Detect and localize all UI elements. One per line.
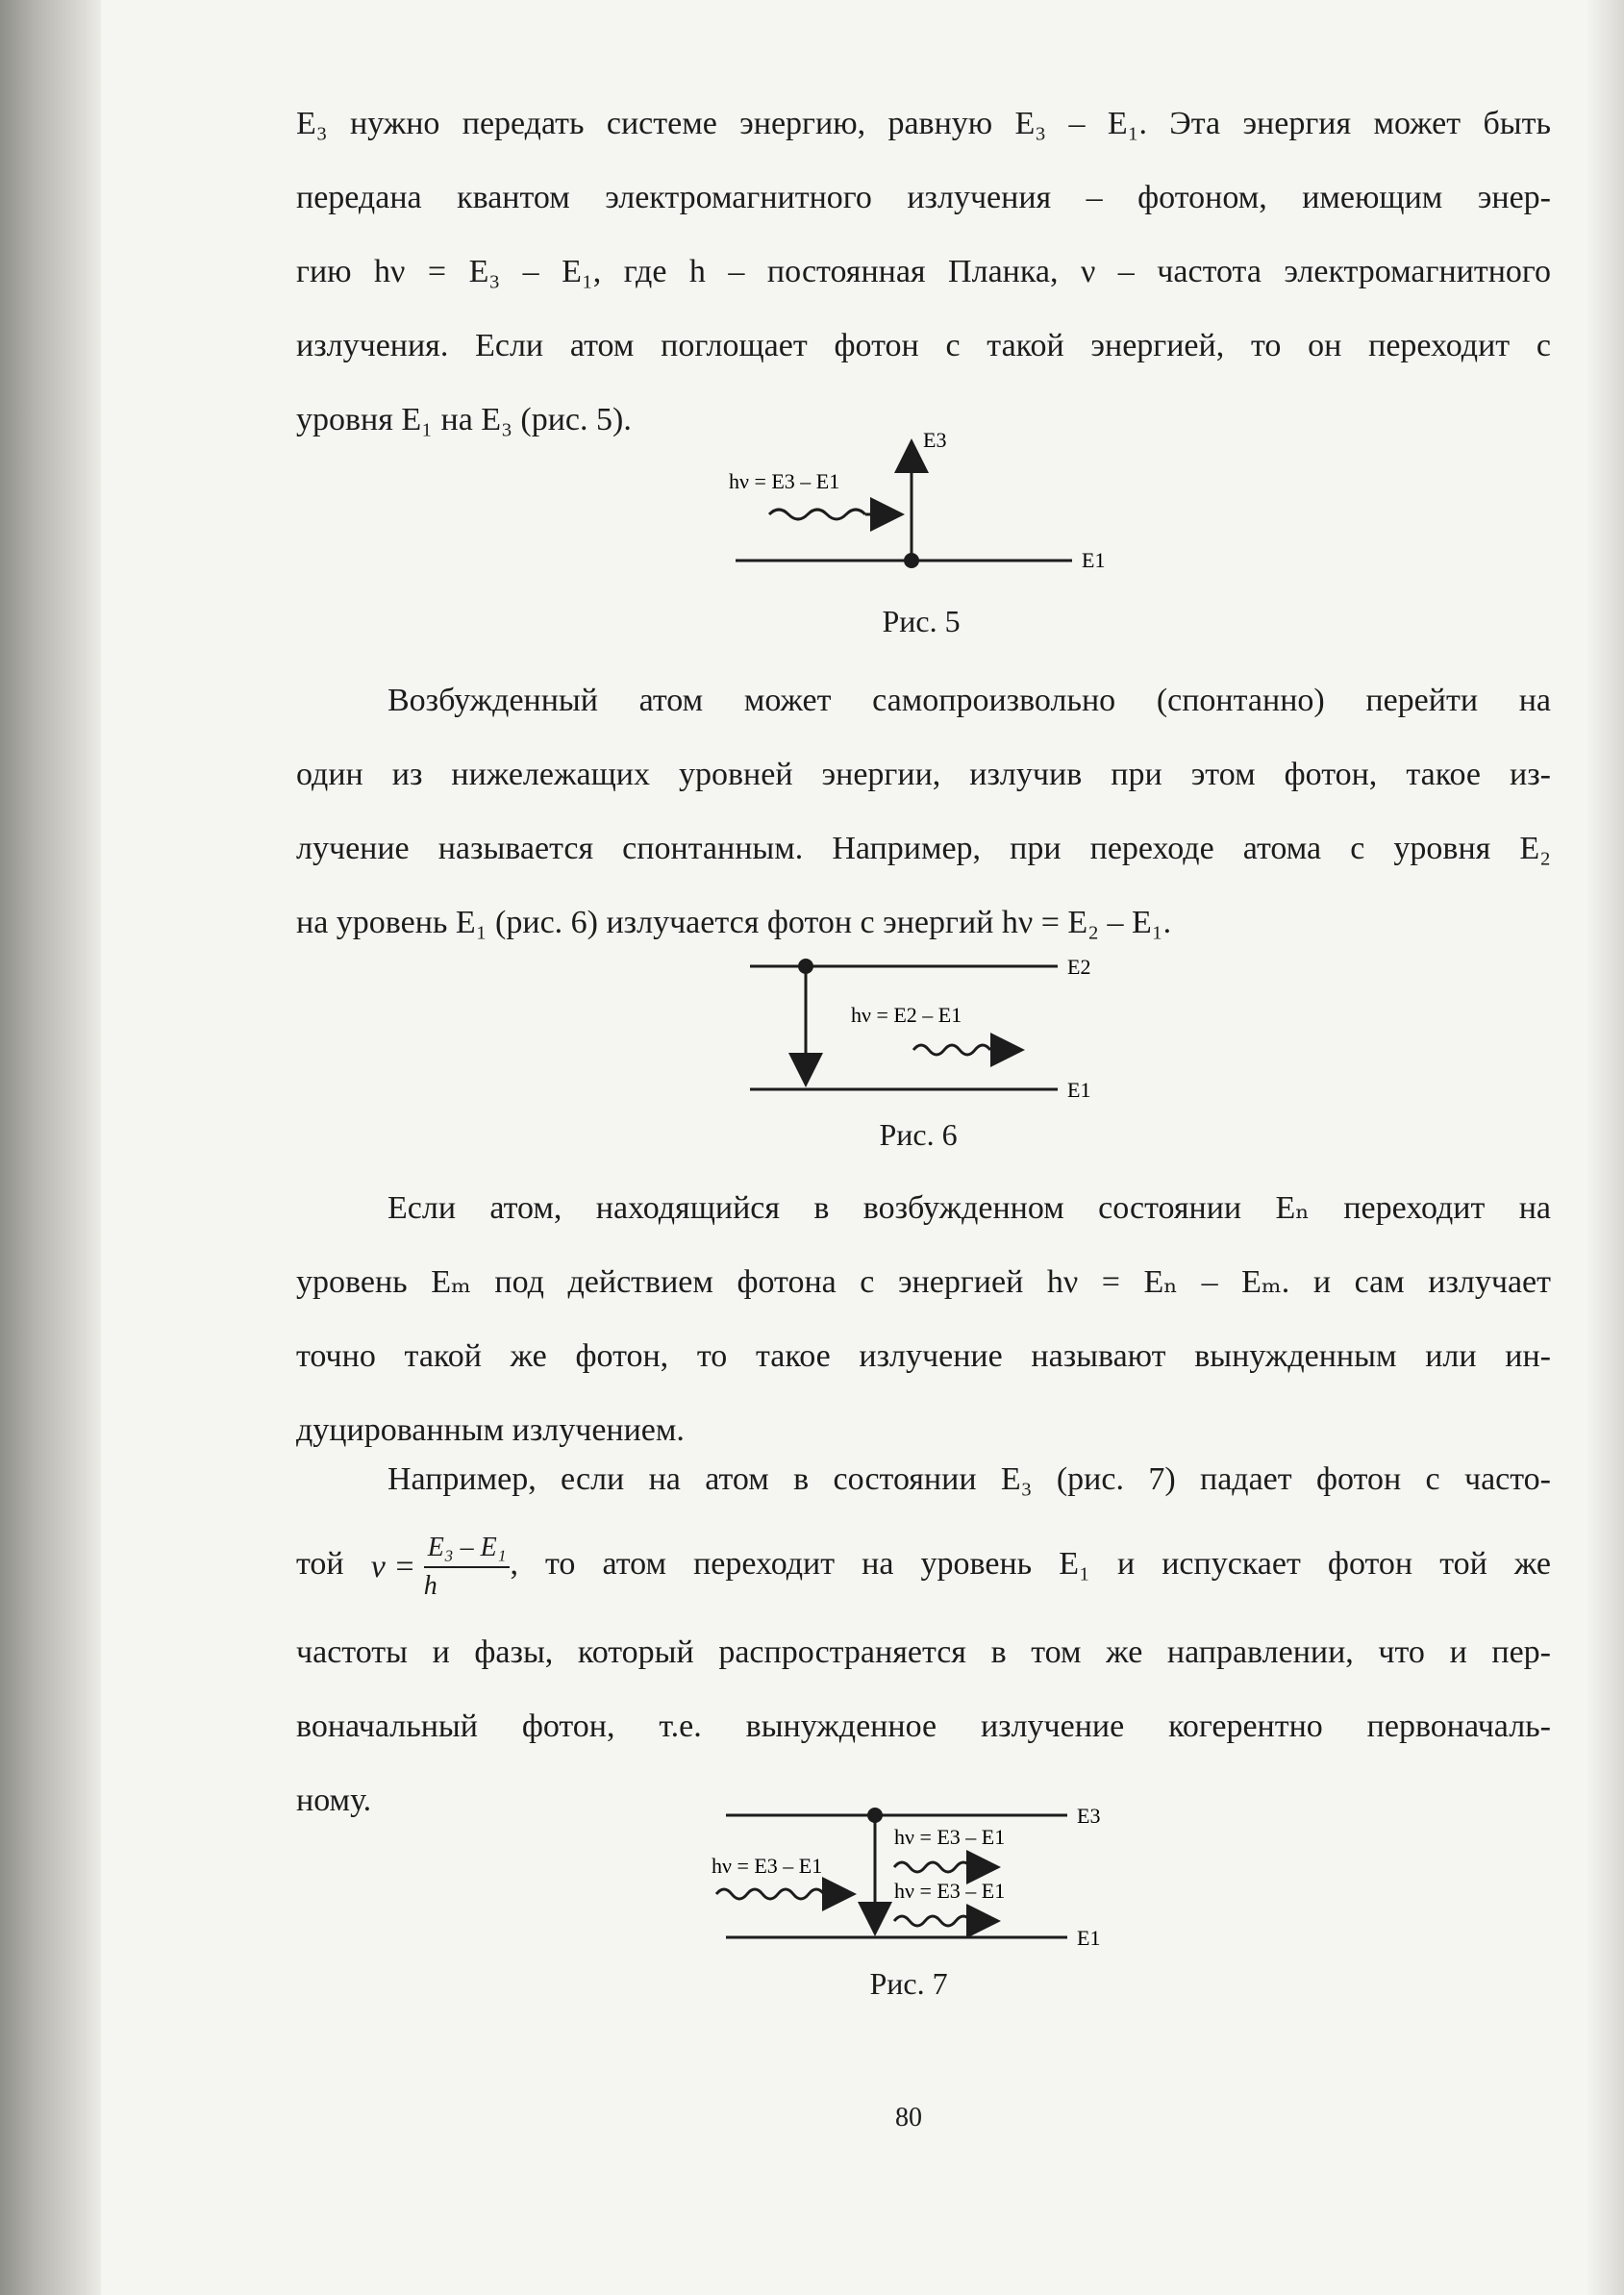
paragraph-2	[296, 663, 1551, 960]
fig7-emitted-photon-wave-2	[894, 1916, 971, 1926]
p1-line-5: уровня E₁ на E₃ (рис. 5).	[296, 402, 632, 437]
fig7-caption: Рис. 7	[869, 1966, 948, 2001]
fig7-incident-photon-wave	[716, 1889, 824, 1899]
fig6-photon-label: hν = E2 – E1	[851, 1003, 962, 1027]
page-right-edge	[1586, 0, 1624, 2295]
p4-line-5: ному.	[296, 1783, 372, 1819]
p2-line-2: один из нижележащих уровней энергии, излучив при этом фотон, такое из-	[296, 757, 1551, 792]
fig5-level-e3-label: E3	[923, 428, 947, 452]
fig6-level-e1-label: E1	[1067, 1078, 1091, 1102]
fig7-emitted-photon-wave-1	[894, 1862, 971, 1872]
page-number: 80	[895, 2103, 922, 2133]
p1-line-2: передана квантом электромагнитного излучения – фотоном, имеющим энер-	[296, 180, 1551, 215]
figure-7-diagram	[707, 1798, 1130, 1957]
p2-line-1: Возбужденный атом может самопроизвольно (спонтанно) перейти на	[387, 683, 1551, 718]
p4-line-2-after: , то атом переходит на уровень E₁ и испускает фотон той же	[510, 1546, 1552, 1582]
p3-line-2: уровень Eₘ под действием фотона с энергией hν = Eₙ – Eₘ. и сам излучает	[296, 1264, 1551, 1300]
p4-line-2	[296, 1516, 1551, 1615]
paragraph-1	[296, 87, 1551, 457]
p1-line-4: излучения. Если атом поглощает фотон с такой энергией, то он переходит с	[296, 328, 1551, 363]
p4-line-3: частоты и фазы, который распространяется в том же направлении, что и пер-	[296, 1634, 1551, 1671]
fig6-level-e2-label: E2	[1067, 955, 1091, 979]
paragraph-3	[296, 1171, 1551, 1467]
figure-5-diagram	[712, 423, 1135, 577]
p1-line-1: E₃ нужно передать системе энергию, равную E₃ – E₁. Эта энергия может быть	[296, 106, 1551, 141]
formula-numerator: E₃ – E₁	[424, 1530, 511, 1568]
frequency-formula	[371, 1517, 511, 1615]
p2-line-3: лучение называется спонтанным. Например, при переходе атома с уровня E₂	[296, 831, 1551, 866]
formula-denominator: h	[423, 1571, 437, 1602]
p4-line-2-before: той	[296, 1546, 344, 1582]
fig7-incident-label: hν = E3 – E1	[712, 1854, 823, 1878]
fig5-photon-wave	[769, 510, 865, 519]
book-binding-shadow	[0, 0, 101, 2295]
fig5-atom-dot	[904, 553, 919, 568]
fig7-emitted-label-2: hν = E3 – E1	[894, 1879, 1006, 1903]
fig6-caption: Рис. 6	[879, 1117, 958, 1152]
fig5-caption: Рис. 5	[882, 604, 961, 638]
p3-line-4: дуцированным излучением.	[296, 1412, 685, 1448]
p2-line-4: на уровень E₁ (рис. 6) излучается фотон с энергий hν = E₂ – E₁.	[296, 905, 1172, 940]
p1-line-3: гию hν = E₃ – E₁, где h – постоянная Планка, ν – частота электромагнитного	[296, 254, 1551, 289]
fig5-level-e1-label: E1	[1082, 548, 1106, 572]
p4-line-4: воначальный фотон, т.е. вынужденное излучение когерентно первоначаль-	[296, 1709, 1551, 1745]
formula-lhs: ν =	[370, 1549, 416, 1585]
p3-line-3: точно такой же фотон, то такое излучение называют вынужденным или ин-	[296, 1338, 1551, 1374]
fig7-level-e1-label: E1	[1077, 1926, 1101, 1950]
paragraph-4	[296, 1442, 1551, 1837]
p3-line-1: Если атом, находящийся в возбужденном состоянии Eₙ переходит на	[387, 1190, 1551, 1226]
fig7-emitted-label-1: hν = E3 – E1	[894, 1825, 1006, 1849]
p4-line-1: Например, если на атом в состоянии E₃ (рис. 7) падает фотон с часто-	[387, 1461, 1551, 1497]
fig6-photon-wave	[913, 1045, 990, 1055]
figure-6-diagram	[731, 947, 1135, 1106]
fig5-photon-label: hν = E3 – E1	[729, 469, 840, 493]
fig7-level-e3-label: E3	[1077, 1804, 1101, 1828]
